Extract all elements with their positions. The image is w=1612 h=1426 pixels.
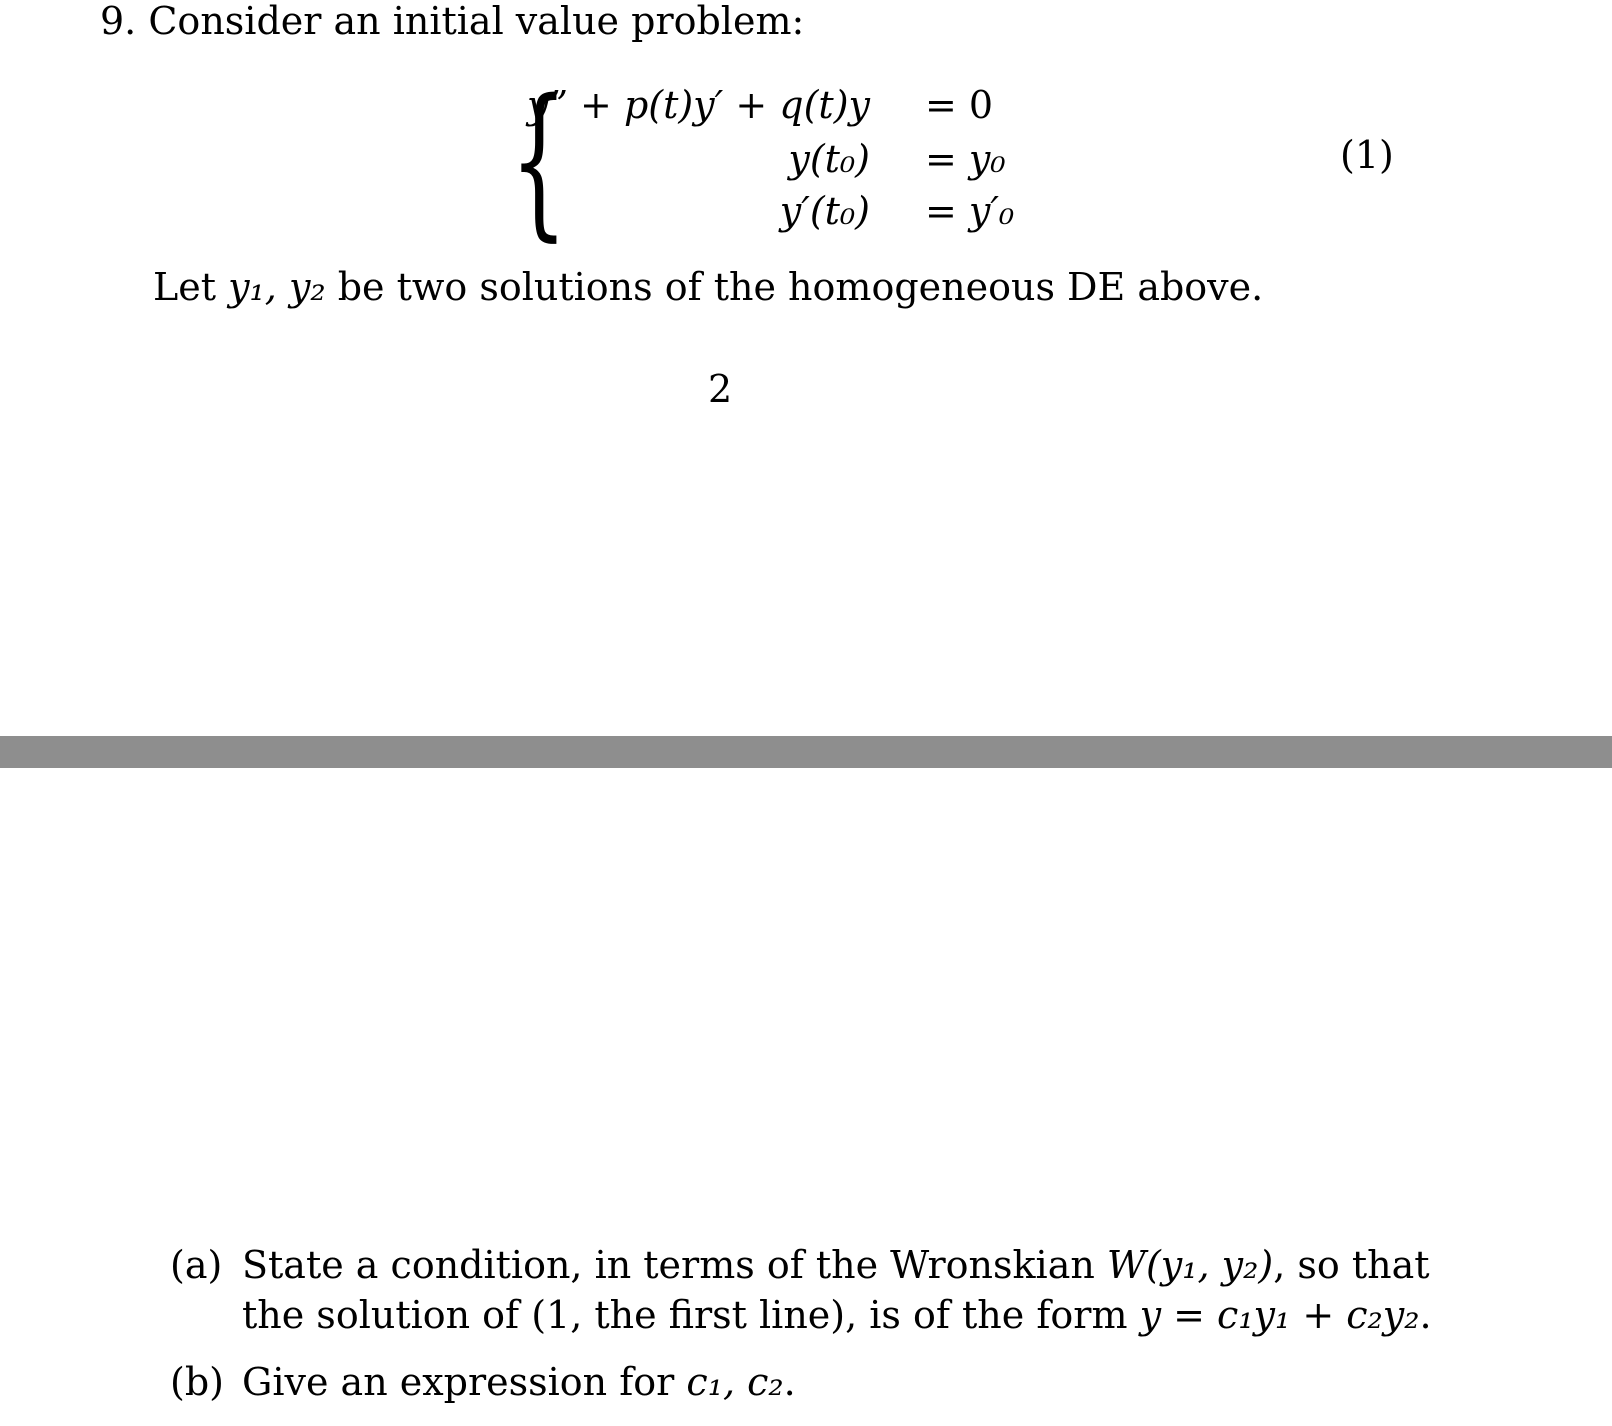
system-brace: { [510,64,568,256]
let-text-before: Let [153,265,229,309]
equation-row-1 [0,83,1612,136]
part-b-label: (b) [170,1360,224,1404]
equation-rhs-2: = y₀ [925,137,1006,181]
part-b-text-end: . [783,1360,796,1404]
equation-rhs-1: = 0 [925,83,994,127]
solution-form-expression: y = c₁y₁ + c₂y₂ [1139,1293,1420,1337]
page-separator [0,736,1612,768]
problem-heading-text: Consider an initial value problem: [148,0,805,43]
part-a-line-1 [242,1243,1430,1287]
part-a-line-1-text: State a condition, in terms of the Wronskian [242,1243,1107,1287]
equation-number: (1) [1340,133,1394,177]
part-a-line-2-text: the solution of (1, the first line), is of the form [242,1293,1140,1337]
equation-lhs-1: y” + p(t)y′ + q(t)y [527,83,870,127]
part-a-line-2 [242,1293,1432,1337]
let-statement [153,265,1264,309]
wronskian-expression: W(y₁, y₂) [1106,1243,1274,1287]
problem-heading [100,0,805,43]
let-variables: y₁, y₂ [228,265,326,309]
part-a-line-2-end: . [1419,1293,1432,1337]
equation-lhs-3: y′(t₀) [779,189,870,233]
let-text-after: be two solutions of the homogeneous DE above. [325,265,1264,309]
equation-row-3 [0,189,1612,242]
part-b-text [242,1360,796,1404]
equation-lhs-2: y(t₀) [788,137,870,181]
part-a-label: (a) [170,1243,223,1287]
equation-rhs-3: = y′₀ [925,189,1015,233]
constants-expression: c₁, c₂ [686,1360,784,1404]
problem-number: 9. [100,0,137,43]
page-number: 2 [708,367,733,411]
part-b-text-main: Give an expression for [242,1360,687,1404]
part-a-line-1-end: , so that [1273,1243,1430,1287]
